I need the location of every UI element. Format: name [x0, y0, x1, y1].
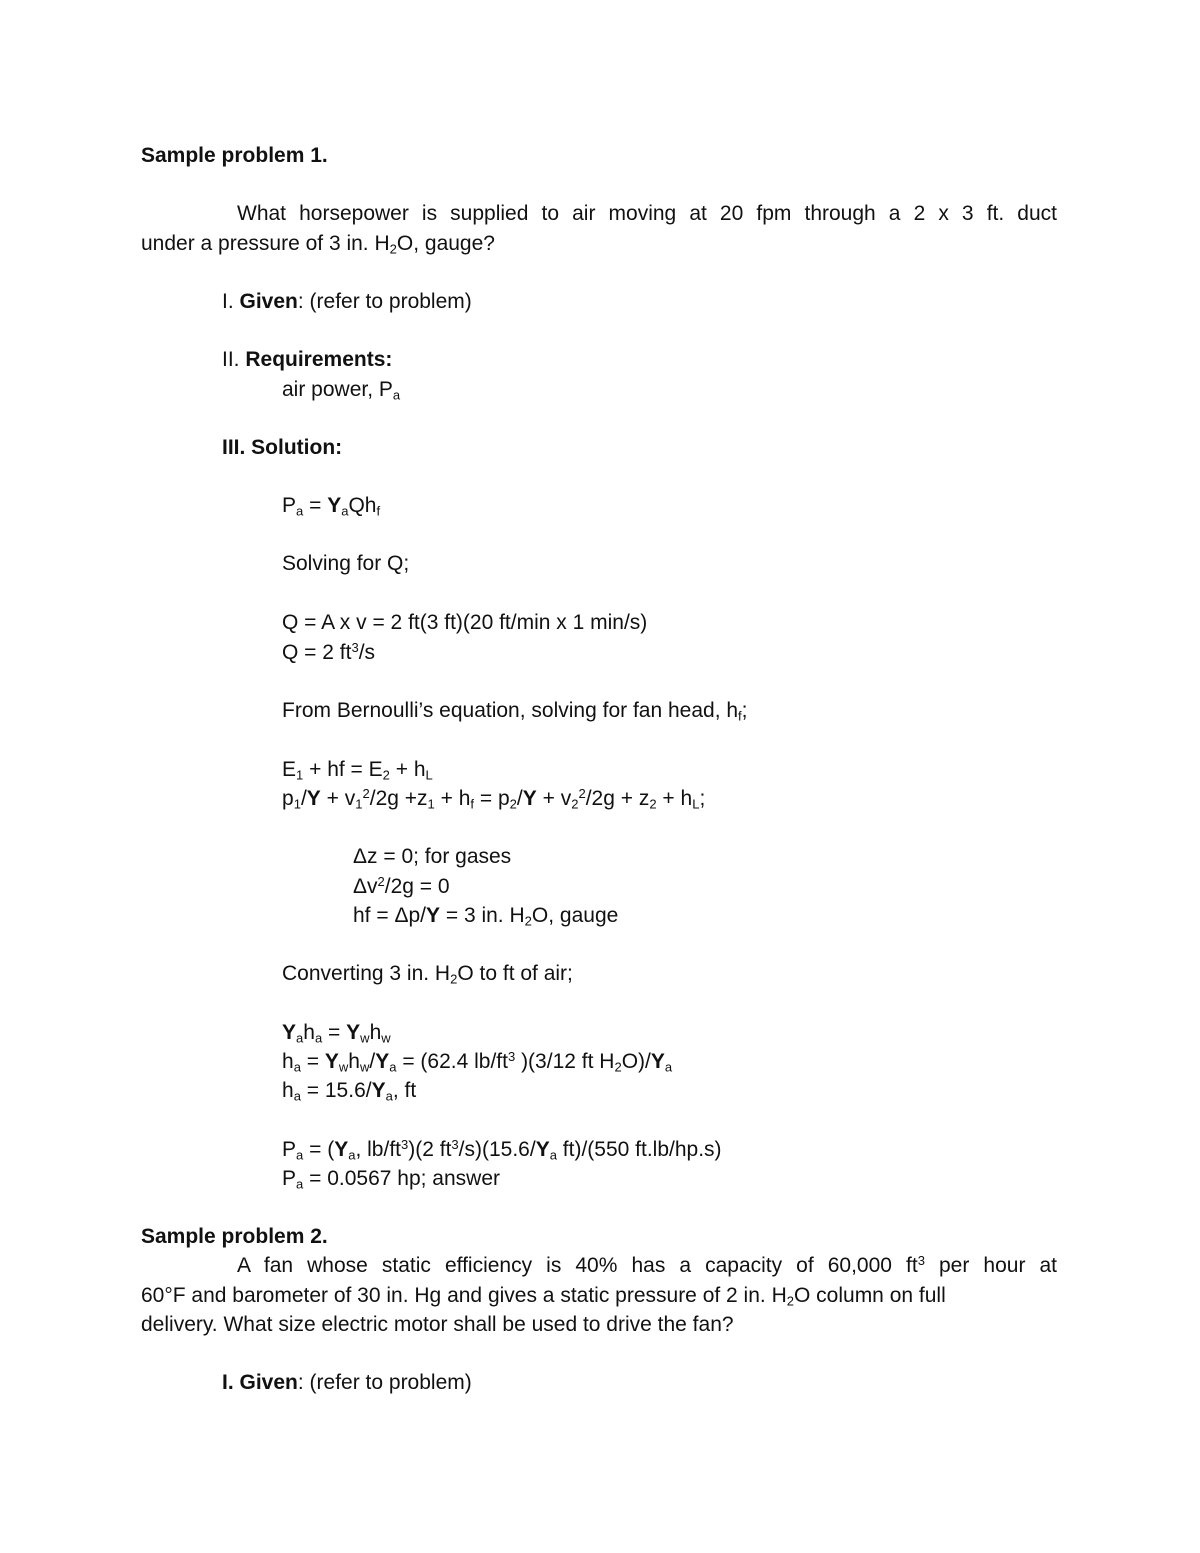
equation-air-power: $P_a = Y_aQh_f$ — [282, 494, 381, 519]
equation-q-2: Q = 2 $ft^3/s$ — [282, 639, 376, 664]
problem-2-line-2: 60°F and barometer of 30 in. Hg and gives a static pressure of 2 in. $H_2O$ column on full — [141, 1284, 946, 1309]
problem-1-question-line-2: under a pressure of 3 in. $H_2O$, gauge? — [141, 232, 495, 257]
problem-1-requirement-air-power: air power, $P_a$ — [282, 378, 401, 403]
problem-2-given: I. Given: (refer to problem) — [222, 1371, 472, 1394]
problem-2-line-3: delivery. What size electric motor shall be used to drive the fan? — [141, 1313, 734, 1336]
equation-pa-1: $P_a = (Y_a$, $lb/ft^3)(2$ $ft^3/s)(15.6/Y_a$ ft)/(550 ft.lb/hp.s) — [282, 1136, 722, 1163]
delta-v: $\Delta v^2/2g = 0$ — [353, 873, 450, 898]
problem-2-heading: Sample problem 2. — [141, 1225, 328, 1248]
equation-bernoulli-expanded: $p_1/Y + v_1^2/2g +z_1 + h_f = p_2/Y + v_2^2/2g + z_2 + h_L$; — [282, 785, 706, 812]
problem-1-given: I. Given: (refer to problem) — [222, 290, 472, 313]
delta-z: Δz = 0; for gases — [353, 845, 512, 868]
bernoulli-intro: From Bernoulli’s equation, solving for fan head, $h_f$; — [282, 699, 748, 724]
equation-ha-1: $h_a = Y_wh_w/Y_a = (62.4$ $lb/ft^3$ )(3/12 ft $H_2O)/Y_a$ — [282, 1048, 673, 1075]
equation-q-1: Q = A x v = 2 ft(3 ft)(20 ft/min x 1 min/s) — [282, 611, 648, 634]
converting-intro: Converting 3 in. $H_2O$ to ft of air; — [282, 962, 573, 987]
equation-pa-answer: $P_a = 0.0567$ hp; answer — [282, 1167, 500, 1192]
problem-1-question-line-1: What horsepower is supplied to air moving at 20 fpm through a 2 x 3 ft. duct — [237, 202, 1057, 225]
hf-equation: hf = Δp/Y = 3 in. $H_2O$, gauge — [353, 904, 619, 929]
problem-1-requirements-heading: II. Requirements: — [222, 348, 393, 371]
equation-ha-2: $h_a = 15.6/Y_a$, ft — [282, 1079, 417, 1104]
problem-1-heading: Sample problem 1. — [141, 144, 328, 167]
solving-for-q: Solving for Q; — [282, 552, 410, 575]
problem-2-line-1: A fan whose static efficiency is 40% has a capacity of 60,000 $ft^3$ per hour at — [237, 1252, 1057, 1277]
problem-1-solution-heading: III. Solution: — [222, 436, 343, 459]
equation-energy: $E_1$ + hf = $E_2 + h_L$ — [282, 758, 433, 783]
equation-heads: $Y_ah_a = Y_wh_w$ — [282, 1021, 391, 1046]
